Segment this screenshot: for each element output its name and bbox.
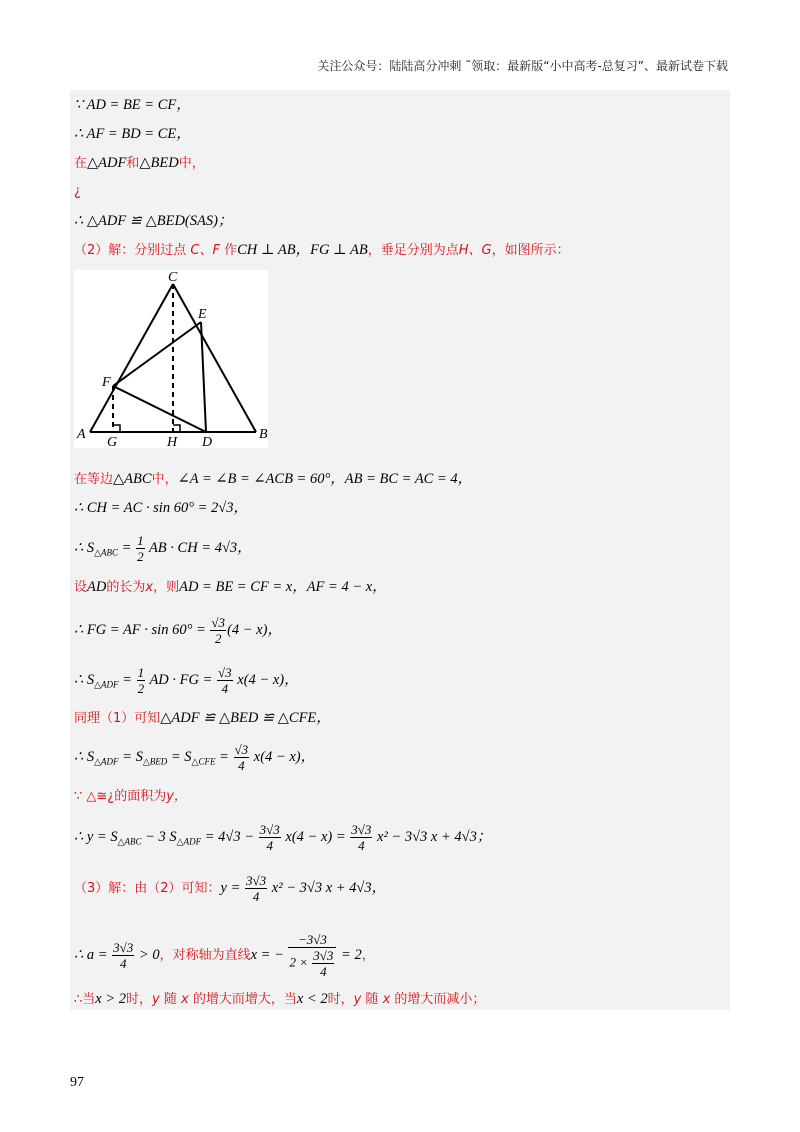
page-header: 关注公众号：陆陆高分冲刺 ˜领取：最新版“小中高考-总复习”、最新试卷下载: [317, 59, 728, 73]
fraction: $\frac{√3}{4}$: [218, 665, 232, 696]
label-a: A: [77, 427, 86, 442]
label-b: B: [259, 427, 268, 442]
line-8: ∴ CH = AC · sin 60° = 2√3，: [74, 500, 249, 516]
segment-fe: [113, 322, 201, 386]
label-h: H: [167, 435, 178, 448]
line-9: ∴ $S_{\triangle ABC}$ = $\frac{1}{2}$ AB · CH = 4√3，: [74, 533, 252, 564]
fraction: $\frac{3√3}{4}$: [351, 822, 372, 853]
line-5: ∴ △ADF ≌ △BED(SAS)；: [74, 213, 233, 229]
fraction: $\frac{√3}{2}$: [211, 615, 226, 646]
label-e: E: [198, 307, 207, 322]
fraction: $\frac{1}{2}$: [137, 533, 144, 564]
line-15: ∵ △≅¿的面积为y，: [74, 789, 187, 804]
line-19: ∴当x > 2时，y 随 x 的增大而增大，当x < 2时，y 随 x 的增大而减小；: [74, 991, 486, 1007]
fraction: $\frac{3√3}{4}$: [246, 873, 267, 904]
line-13: 同理（1）可知△ADF ≌ △BED ≌ △CFE，: [74, 710, 331, 726]
line-16: ∴ $y = S_{\triangle ABC} - 3$ $S_{\triangle ADF} = 4√3$ − $\frac{3√3}{4}$ x(4 − x) = $\frac{3√3}{4}$ x² − 3√3 x + 4√3；: [74, 822, 492, 853]
label-c: C: [168, 270, 178, 285]
line-7: 在等边△ABC中，∠A = ∠B = ∠ACB = 60°，AB = BC = AC = 4，: [74, 471, 473, 487]
fraction: $\frac{3√3}{4}$: [113, 940, 134, 971]
fraction: $\frac{√3}{4}$: [234, 742, 249, 773]
right-angle-h: [173, 425, 180, 432]
line-11: ∴ FG = AF · sin 60° = $\frac{√3}{2}$ (4 − x)，: [74, 615, 282, 646]
line-1: ∵ AD = BE = CF，: [74, 97, 191, 113]
line-18: ∴ a = $\frac{3√3}{4}$ > 0，对称轴为直线x = − −3√3 2 × $\frac{3√3}{4}$ = 2，: [74, 932, 375, 979]
label-d: D: [202, 435, 213, 448]
page-number: 97: [70, 1075, 84, 1090]
fraction: $\frac{3√3}{4}$: [259, 822, 280, 853]
fraction: $\frac{3√3}{4}$: [313, 948, 334, 979]
solution-content: [70, 90, 730, 1010]
line-14: ∴ $S_{\triangle ADF} = S_{\triangle BED} = S_{\triangle CFE}$ = $\frac{√3}{4}$ x(4 − x)，: [74, 742, 316, 773]
line-2: ∴ AF = BD = CE，: [74, 126, 191, 142]
compound-fraction: −3√3 2 × $\frac{3√3}{4}$: [288, 932, 336, 979]
line-3: 在△ADF和△BED中，: [74, 155, 205, 171]
line-4: ¿: [74, 184, 81, 199]
label-g: G: [107, 435, 118, 448]
fraction: $\frac{1}{2}$: [137, 665, 145, 696]
line-10: 设AD的长为x，则AD = BE = CF = x，AF = 4 − x，: [74, 579, 387, 595]
line-17: （3）解：由（2）可知：y = $\frac{3√3}{4}$ x² − 3√3 x + 4√3，: [74, 873, 387, 904]
triangle-figure: [74, 270, 268, 448]
triangle-diagram: [74, 270, 268, 448]
segment-bc: [173, 284, 256, 432]
label-f: F: [102, 375, 111, 390]
segment-fd: [113, 386, 206, 432]
line-12: ∴ $S_{\triangle ADF}$ = $\frac{1}{2}$ AD · FG = $\frac{√3}{4}$ x(4 − x)，: [74, 665, 299, 696]
right-angle-g: [113, 425, 120, 432]
line-6: （2）解：分别过点 C、F 作CH ⊥ AB，FG ⊥ AB，垂足分别为点H、G，如图所示：: [74, 242, 570, 258]
